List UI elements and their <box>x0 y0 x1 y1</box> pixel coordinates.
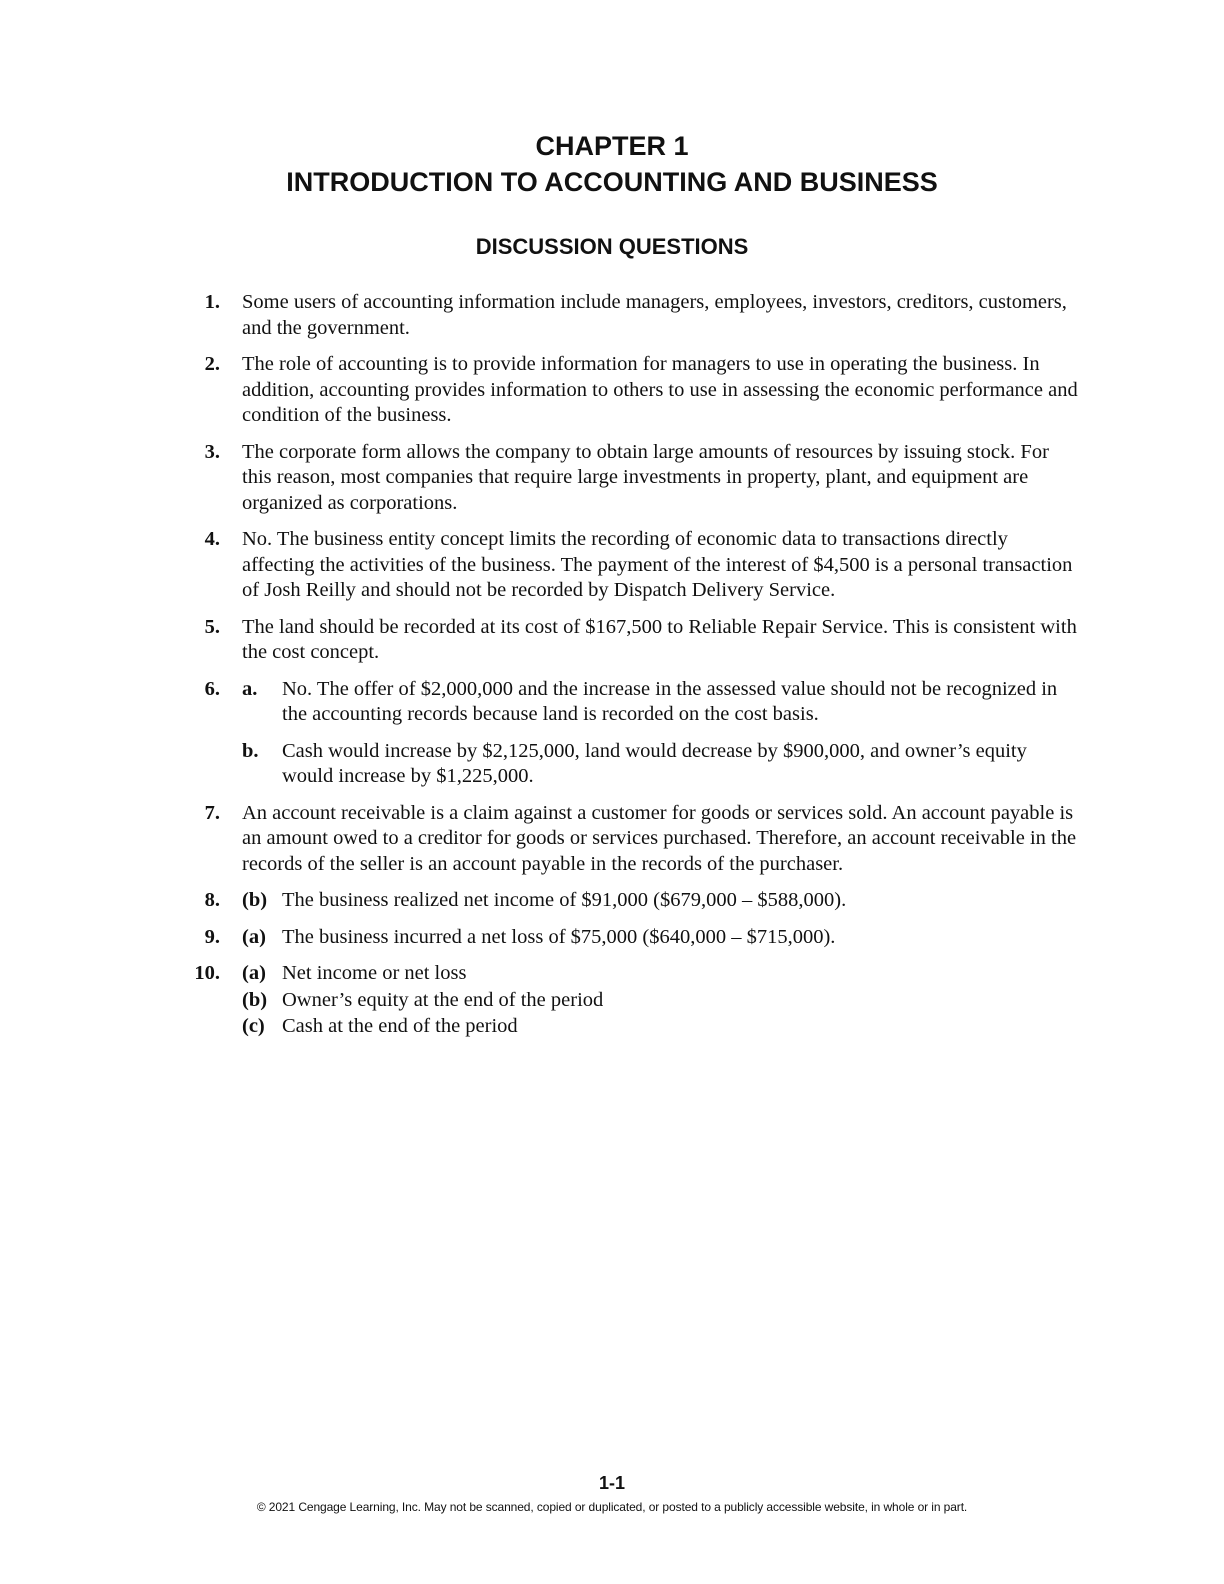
sub-answer <box>0 677 1224 728</box>
sub-answer-text: The business incurred a net loss of $75,000 ($640,000 – $715,000). <box>282 925 836 948</box>
sub-answer-label: b. <box>242 739 259 762</box>
sub-answer-text: Owner’s equity at the end of the period <box>282 988 604 1011</box>
chapter-title: INTRODUCTION TO ACCOUNTING AND BUSINESS <box>286 167 938 197</box>
question-item <box>0 677 1224 790</box>
sub-answer <box>0 1014 1224 1040</box>
question-number: 2. <box>204 353 220 375</box>
sub-answer-label: a. <box>242 677 258 700</box>
question-number: 1. <box>204 291 220 313</box>
question-item <box>0 961 1224 1040</box>
sub-answer-text: Cash would increase by $2,125,000, land would decrease by $900,000, and owner’s equity would increase by $1,225,000. <box>282 739 1027 787</box>
question-text: The role of accounting is to provide information for managers to use in operating the business. In addition, accounting provides information to others to use in assessing the economic performance and condition of the business. <box>242 353 1078 426</box>
question-text: The corporate form allows the company to obtain large amounts of resources by issuing stock. For this reason, most companies that require large investments in property, plant, and equipment are organized as corporations. <box>242 440 1049 514</box>
chapter-heading <box>0 128 1224 200</box>
question-number: 4. <box>204 528 220 550</box>
question-text: Some users of accounting information include managers, employees, investors, creditors, customers, and the government. <box>242 291 1067 339</box>
sub-answer-text: Cash at the end of the period <box>282 1015 518 1037</box>
chapter-number: CHAPTER 1 <box>535 131 689 161</box>
section-heading: DISCUSSION QUESTIONS <box>475 234 749 259</box>
copyright-notice: © 2021 Cengage Learning, Inc. May not be scanned, copied or duplicated, or posted to a publicly accessible website, in whole or in part. <box>256 1500 968 1514</box>
question-item <box>0 290 1224 341</box>
question-item <box>0 925 1224 951</box>
question-text: The land should be recorded at its cost of $167,500 to Reliable Repair Service. This is consistent with the cost concept. <box>242 615 1077 663</box>
question-number: 8. <box>204 889 220 911</box>
sub-answer <box>0 925 1224 951</box>
question-text: An account receivable is a claim against a customer for goods or services sold. An account payable is an amount owed to a creditor for goods or services purchased. Therefore, an account receivable in the records of the seller is an account payable in the records of the purchaser. <box>242 801 1077 875</box>
sub-answer <box>0 961 1224 987</box>
sub-answer <box>0 739 1224 790</box>
questions-list <box>0 290 1224 1051</box>
question-number: 10. <box>194 962 220 984</box>
question-number: 5. <box>204 615 220 638</box>
sub-answer-text: Net income or net loss <box>282 962 467 984</box>
sub-answer-label: (a) <box>242 962 266 984</box>
question-item <box>0 527 1224 604</box>
question-number: 9. <box>204 925 220 948</box>
question-item <box>0 888 1224 914</box>
question-item <box>0 352 1224 429</box>
question-number: 3. <box>204 440 220 463</box>
sub-answer-text: The business realized net income of $91,000 ($679,000 – $588,000). <box>282 889 847 911</box>
sub-answer-label: (a) <box>242 925 266 948</box>
question-text: No. The business entity concept limits the recording of economic data to transactions directly affecting the activities of the business. The payment of the interest of $4,500 is a personal transaction of Josh Reilly and should not be recorded by Dispatch Delivery Service. <box>242 528 1073 601</box>
page-number: 1-1 <box>598 1473 625 1493</box>
sub-answer-label: (c) <box>242 1015 265 1037</box>
question-item <box>0 615 1224 666</box>
question-number: 7. <box>204 801 220 824</box>
sub-answer <box>0 988 1224 1014</box>
sub-answer-label: (b) <box>242 988 268 1011</box>
sub-answer <box>0 888 1224 914</box>
question-number: 6. <box>204 677 220 700</box>
question-item <box>0 440 1224 517</box>
question-item <box>0 801 1224 878</box>
sub-answer-label: (b) <box>242 889 268 911</box>
sub-answer-text: No. The offer of $2,000,000 and the increase in the assessed value should not be recognized in the accounting records because land is recorded on the cost basis. <box>282 677 1058 725</box>
